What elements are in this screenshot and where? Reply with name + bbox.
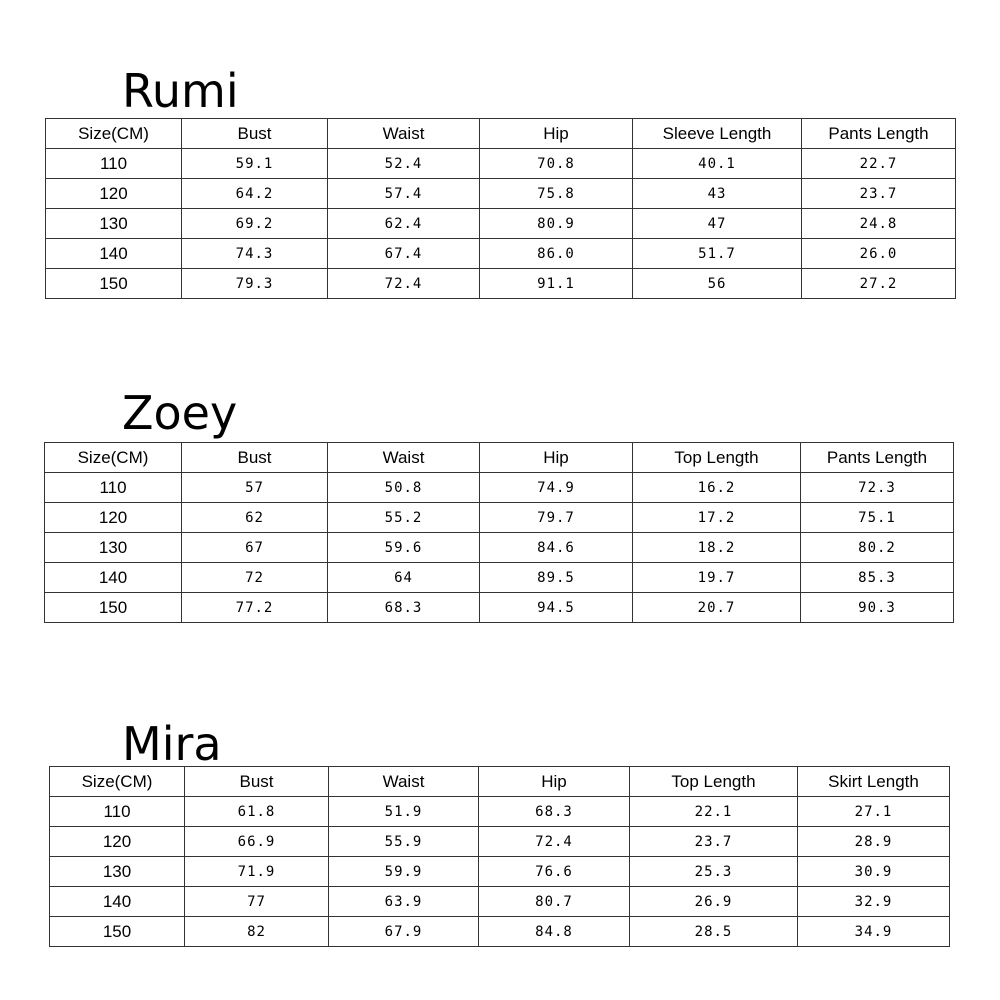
value-cell: 70.8: [480, 149, 633, 179]
size-cell: 140: [46, 239, 182, 269]
column-header: Hip: [480, 443, 633, 473]
column-header: Hip: [480, 119, 633, 149]
value-cell: 67: [182, 533, 328, 563]
header-row: [50, 767, 950, 797]
value-cell: 80.2: [801, 533, 954, 563]
table-row: [46, 269, 956, 299]
value-cell: 72.4: [328, 269, 480, 299]
value-cell: 23.7: [802, 179, 956, 209]
value-cell: 79.7: [480, 503, 633, 533]
value-cell: 20.7: [633, 593, 801, 623]
value-cell: 90.3: [801, 593, 954, 623]
value-cell: 62: [182, 503, 328, 533]
value-cell: 64: [328, 563, 480, 593]
value-cell: 66.9: [185, 827, 329, 857]
value-cell: 72: [182, 563, 328, 593]
value-cell: 23.7: [630, 827, 798, 857]
value-cell: 24.8: [802, 209, 956, 239]
value-cell: 84.6: [480, 533, 633, 563]
size-cell: 120: [45, 503, 182, 533]
size-cell: 130: [46, 209, 182, 239]
value-cell: 61.8: [185, 797, 329, 827]
value-cell: 19.7: [633, 563, 801, 593]
value-cell: 26.9: [630, 887, 798, 917]
value-cell: 22.1: [630, 797, 798, 827]
column-header: Top Length: [633, 443, 801, 473]
value-cell: 17.2: [633, 503, 801, 533]
value-cell: 40.1: [633, 149, 802, 179]
table-title-rumi: Rumi: [122, 64, 239, 118]
column-header: Top Length: [630, 767, 798, 797]
table-row: [45, 503, 954, 533]
value-cell: 68.3: [479, 797, 630, 827]
table-title-mira: Mira: [122, 717, 222, 771]
column-header: Bust: [185, 767, 329, 797]
value-cell: 27.1: [798, 797, 950, 827]
value-cell: 26.0: [802, 239, 956, 269]
value-cell: 63.9: [329, 887, 479, 917]
column-header: Waist: [329, 767, 479, 797]
value-cell: 76.6: [479, 857, 630, 887]
value-cell: 57: [182, 473, 328, 503]
value-cell: 18.2: [633, 533, 801, 563]
table-row: [50, 857, 950, 887]
header-row: [45, 443, 954, 473]
table-row: [45, 563, 954, 593]
column-header: Hip: [479, 767, 630, 797]
size-cell: 130: [45, 533, 182, 563]
value-cell: 22.7: [802, 149, 956, 179]
value-cell: 43: [633, 179, 802, 209]
value-cell: 72.3: [801, 473, 954, 503]
table-row: [46, 149, 956, 179]
value-cell: 59.6: [328, 533, 480, 563]
value-cell: 28.9: [798, 827, 950, 857]
table-row: [50, 797, 950, 827]
column-header: Sleeve Length: [633, 119, 802, 149]
value-cell: 82: [185, 917, 329, 947]
size-table-mira: [49, 766, 950, 947]
value-cell: 51.9: [329, 797, 479, 827]
size-cell: 130: [50, 857, 185, 887]
value-cell: 16.2: [633, 473, 801, 503]
value-cell: 64.2: [182, 179, 328, 209]
value-cell: 72.4: [479, 827, 630, 857]
value-cell: 85.3: [801, 563, 954, 593]
table-row: [45, 533, 954, 563]
value-cell: 28.5: [630, 917, 798, 947]
value-cell: 57.4: [328, 179, 480, 209]
size-cell: 110: [45, 473, 182, 503]
size-cell: 150: [50, 917, 185, 947]
value-cell: 55.9: [329, 827, 479, 857]
value-cell: 80.7: [479, 887, 630, 917]
column-header: Size(CM): [50, 767, 185, 797]
value-cell: 67.9: [329, 917, 479, 947]
value-cell: 84.8: [479, 917, 630, 947]
value-cell: 68.3: [328, 593, 480, 623]
value-cell: 79.3: [182, 269, 328, 299]
column-header: Waist: [328, 119, 480, 149]
size-cell: 140: [45, 563, 182, 593]
size-table-rumi: [45, 118, 956, 299]
size-cell: 140: [50, 887, 185, 917]
size-cell: 120: [46, 179, 182, 209]
column-header: Pants Length: [802, 119, 956, 149]
value-cell: 80.9: [480, 209, 633, 239]
value-cell: 51.7: [633, 239, 802, 269]
size-cell: 150: [45, 593, 182, 623]
value-cell: 74.9: [480, 473, 633, 503]
table-row: [50, 917, 950, 947]
column-header: Waist: [328, 443, 480, 473]
value-cell: 75.1: [801, 503, 954, 533]
table-row: [46, 209, 956, 239]
value-cell: 25.3: [630, 857, 798, 887]
column-header: Skirt Length: [798, 767, 950, 797]
value-cell: 34.9: [798, 917, 950, 947]
value-cell: 59.9: [329, 857, 479, 887]
value-cell: 71.9: [185, 857, 329, 887]
value-cell: 94.5: [480, 593, 633, 623]
value-cell: 56: [633, 269, 802, 299]
column-header: Bust: [182, 119, 328, 149]
value-cell: 91.1: [480, 269, 633, 299]
table-row: [45, 473, 954, 503]
value-cell: 32.9: [798, 887, 950, 917]
table-row: [46, 239, 956, 269]
value-cell: 69.2: [182, 209, 328, 239]
value-cell: 77.2: [182, 593, 328, 623]
value-cell: 86.0: [480, 239, 633, 269]
value-cell: 55.2: [328, 503, 480, 533]
column-header: Bust: [182, 443, 328, 473]
table-row: [45, 593, 954, 623]
table-title-zoey: Zoey: [122, 386, 238, 440]
value-cell: 89.5: [480, 563, 633, 593]
value-cell: 50.8: [328, 473, 480, 503]
value-cell: 62.4: [328, 209, 480, 239]
value-cell: 47: [633, 209, 802, 239]
value-cell: 75.8: [480, 179, 633, 209]
value-cell: 59.1: [182, 149, 328, 179]
column-header: Size(CM): [45, 443, 182, 473]
size-cell: 110: [50, 797, 185, 827]
value-cell: 67.4: [328, 239, 480, 269]
size-cell: 120: [50, 827, 185, 857]
table-row: [50, 887, 950, 917]
value-cell: 27.2: [802, 269, 956, 299]
table-row: [50, 827, 950, 857]
value-cell: 52.4: [328, 149, 480, 179]
value-cell: 74.3: [182, 239, 328, 269]
column-header: Pants Length: [801, 443, 954, 473]
table-row: [46, 179, 956, 209]
size-cell: 110: [46, 149, 182, 179]
value-cell: 77: [185, 887, 329, 917]
header-row: [46, 119, 956, 149]
size-cell: 150: [46, 269, 182, 299]
value-cell: 30.9: [798, 857, 950, 887]
size-table-zoey: [44, 442, 954, 623]
column-header: Size(CM): [46, 119, 182, 149]
